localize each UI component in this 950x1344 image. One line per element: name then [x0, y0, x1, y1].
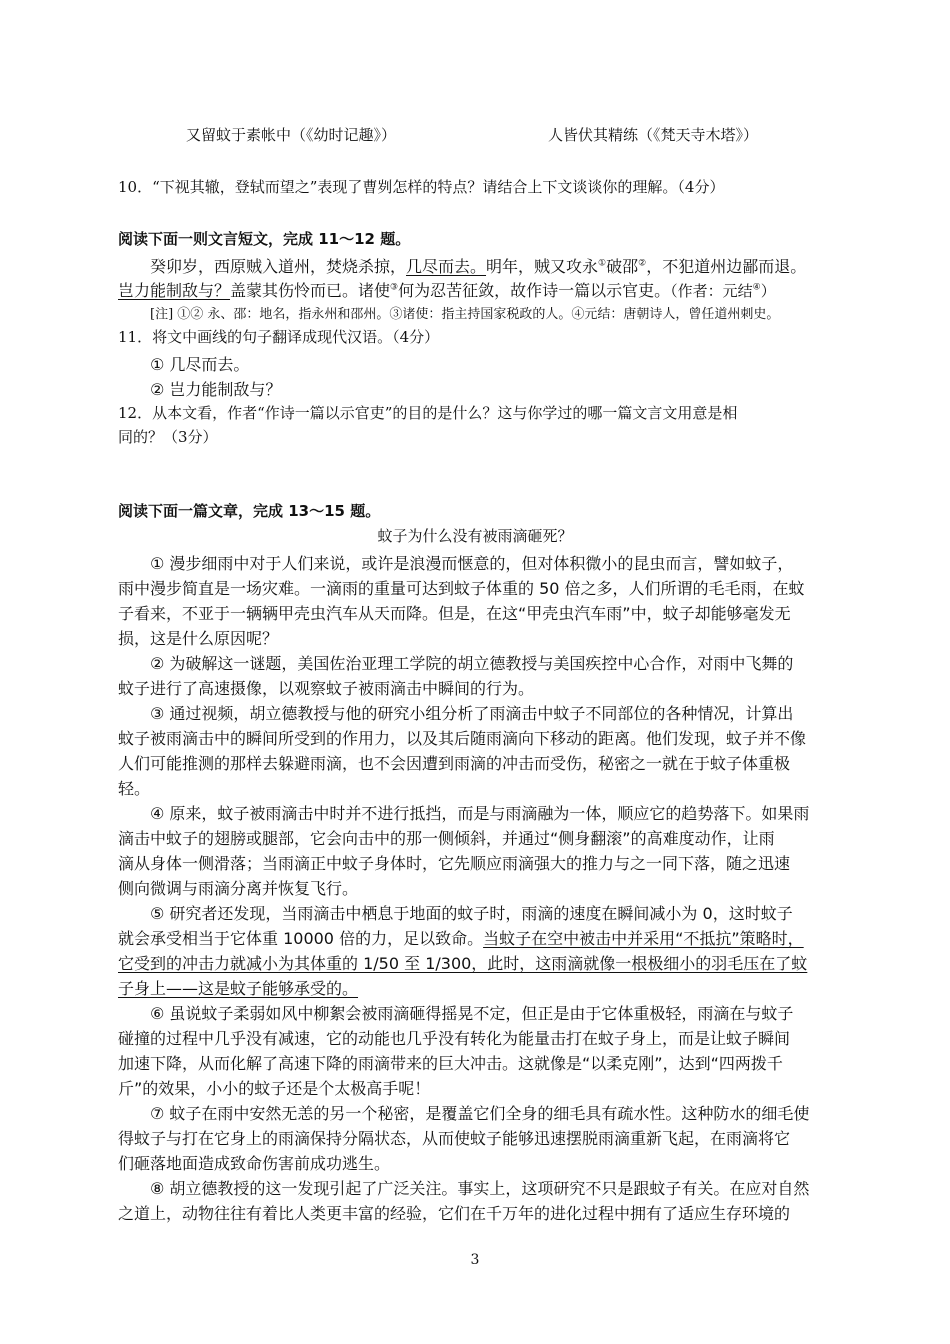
example-right: 人皆伏其精练（《梵天寺木塔》）	[548, 126, 759, 144]
paragraph-7-line: 得蚊子与打在它身上的雨滴保持分隔状态，从而使蚊子能够迅速摆脱雨滴重新飞起，在雨滴将它	[118, 1129, 791, 1148]
classical-text: 破邵	[606, 257, 639, 276]
underlined-sentence-2: 岂力能制敌与？	[118, 281, 231, 300]
question-10: 10．“下视其辙，登轼而望之”表现了曹刿怎样的特点？请结合上下文谈谈你的理解。（4分）	[118, 178, 725, 196]
paragraph-8-line: 之道上，动物往往有着比人类更丰富的经验，它们在千万年的进化过程中拥有了适应生存环境的	[118, 1204, 791, 1223]
paragraph-4-line: 侧向微调与雨滴分离并恢复飞行。	[118, 879, 359, 898]
question-12: 12．从本文看，作者“作诗一篇以示官吏”的目的是什么？这与你学过的哪一篇文言文用意是相	[118, 404, 738, 422]
classical-line-2	[118, 278, 776, 301]
paragraph-1-line: 损，这是什么原因呢？	[118, 629, 279, 648]
paragraph-4-line: 滴从身体一侧滑落；当雨滴正中蚊子身体时，它先顺应雨滴强大的推力与之一同下落，随之迅速	[118, 854, 791, 873]
paragraph-6-line: 碰撞的过程中几乎没有减速，它的动能也几乎没有转化为能量击打在蚊子身上，而是让蚊子瞬间	[118, 1029, 791, 1048]
classical-text: ，不犯道州边鄙而退。	[646, 257, 807, 276]
paragraph-3-line: 蚊子被雨滴击中的瞬间所受到的作用力，以及其后随雨滴向下移动的距离。他们发现，蚊子并不像	[118, 729, 807, 748]
footnote-mark: ②	[638, 258, 647, 269]
paragraph-6-line: 加速下降，从而化解了高速下降的雨滴带来的巨大冲击。这就像是“以柔克刚”，达到“四两拨千	[118, 1054, 783, 1073]
classical-line-1	[150, 254, 806, 277]
classical-text: 盖蒙其伤怜而已。诸使	[230, 281, 391, 300]
underlined-passage: 它受到的冲击力就减小为其体重的 1/50 至 1/300，此时，这雨滴就像一根极细小的羽毛压在了蚊	[118, 954, 808, 973]
paragraph-3-line: 轻。	[118, 779, 151, 798]
footnote-mark: ①	[598, 258, 607, 269]
question-11-item-2: ② 岂力能制敌与？	[150, 380, 282, 399]
paragraph-6-line: ⑥ 虽说蚊子柔弱如风中柳絮会被雨滴砸得摇晃不定，但正是由于它体重极轻，雨滴在与蚊子	[150, 1004, 794, 1023]
paragraph-4-line: ④ 原来，蚊子被雨滴击中时并不进行抵挡，而是与雨滴融为一体，顺应它的趋势落下。如果雨	[150, 804, 810, 823]
classical-text: 何为忍苦征敛，故作诗一篇以示官吏。	[398, 281, 671, 300]
paragraph-6-line: 斤”的效果，小小的蚊子还是个太极高手呢！	[118, 1079, 431, 1098]
paragraph-1-line: 雨中漫步简直是一场灾难。一滴雨的重量可达到蚊子体重的 50 倍之多，人们所谓的毛毛雨，在蚊	[118, 579, 805, 598]
author-note: ）	[760, 282, 776, 300]
paragraph-3-line: 人们可能推测的那样去躲避雨滴，也不会因遭到雨滴的冲击而受伤，秘密之一就在于蚊子体重极	[118, 754, 791, 773]
paragraph-5-line	[118, 926, 804, 949]
classical-footnote: [注] ①② 永、邵：地名，指永州和邵州。③诸使：指主持国家税政的人。④元结：唐朝诗人，曾任道州刺史。	[150, 307, 780, 322]
classical-text: 明年，贼又攻永	[486, 257, 599, 276]
paragraph-5-text: 就会承受相当于它体重 10000 倍的力，足以致命。	[118, 929, 484, 948]
example-left: 又留蚊于素帐中（《幼时记趣》）	[186, 126, 397, 144]
article-heading: 阅读下面一篇文章，完成 13～15 题。	[118, 502, 381, 520]
paragraph-7-line: ⑦ 蚊子在雨中安然无恙的另一个秘密，是覆盖它们全身的细毛具有疏水性。这种防水的细毛使	[150, 1104, 810, 1123]
paragraph-1-line: 子看来，不亚于一辆辆甲壳虫汽车从天而降。但是，在这“甲壳虫汽车雨”中，蚊子却能够毫发无	[118, 604, 791, 623]
underlined-passage: 当蚊子在空中被击中并采用“不抵抗”策略时，	[483, 929, 804, 948]
paragraph-8-line: ⑧ 胡立德教授的这一发现引起了广泛关注。事实上，这项研究不只是跟蚊子有关。在应对自然	[150, 1179, 810, 1198]
question-12-cont: 同的？（3分）	[118, 428, 218, 446]
footnote-mark: ④	[752, 282, 761, 293]
question-11-item-1: ① 几尽而去。	[150, 355, 250, 374]
underlined-sentence-1: 几尽而去。	[406, 257, 487, 276]
author-note: （作者：元结	[670, 282, 753, 300]
page-number: 3	[470, 1252, 480, 1268]
classical-text: 癸卯岁，西原贼入道州，焚烧杀掠，	[150, 257, 407, 276]
underlined-passage: 子身上——这是蚊子能够承受的。	[118, 979, 359, 998]
paragraph-4-line: 滴击中蚊子的翅膀或腿部，它会向击中的那一侧倾斜，并通过“侧身翻滚”的高难度动作，让雨	[118, 829, 775, 848]
article-title: 蚊子为什么没有被雨滴砸死？	[377, 527, 573, 545]
question-11: 11．将文中画线的句子翻译成现代汉语。（4分）	[118, 328, 440, 346]
footnote-mark: ③	[390, 282, 399, 293]
paragraph-2-line: 蚊子进行了高速摄像，以观察蚊子被雨滴击中瞬间的行为。	[118, 679, 535, 698]
paragraph-2-line: ② 为破解这一谜题，美国佐治亚理工学院的胡立德教授与美国疾控中心合作，对雨中飞舞的	[150, 654, 794, 673]
paragraph-3-line: ③ 通过视频，胡立德教授与他的研究小组分析了雨滴击中蚊子不同部位的各种情况，计算出	[150, 704, 794, 723]
paragraph-5-line: ⑤ 研究者还发现，当雨滴击中栖息于地面的蚊子时，雨滴的速度在瞬间减小为 0，这时蚊子	[150, 904, 793, 923]
classical-heading: 阅读下面一则文言短文，完成 11～12 题。	[118, 230, 411, 248]
paragraph-1-line: ① 漫步细雨中对于人们来说，或许是浪漫而惬意的，但对体积微小的昆虫而言，譬如蚊子，	[150, 554, 794, 573]
paragraph-7-line: 们砸落地面造成致命伤害前成功逃生。	[118, 1154, 391, 1173]
